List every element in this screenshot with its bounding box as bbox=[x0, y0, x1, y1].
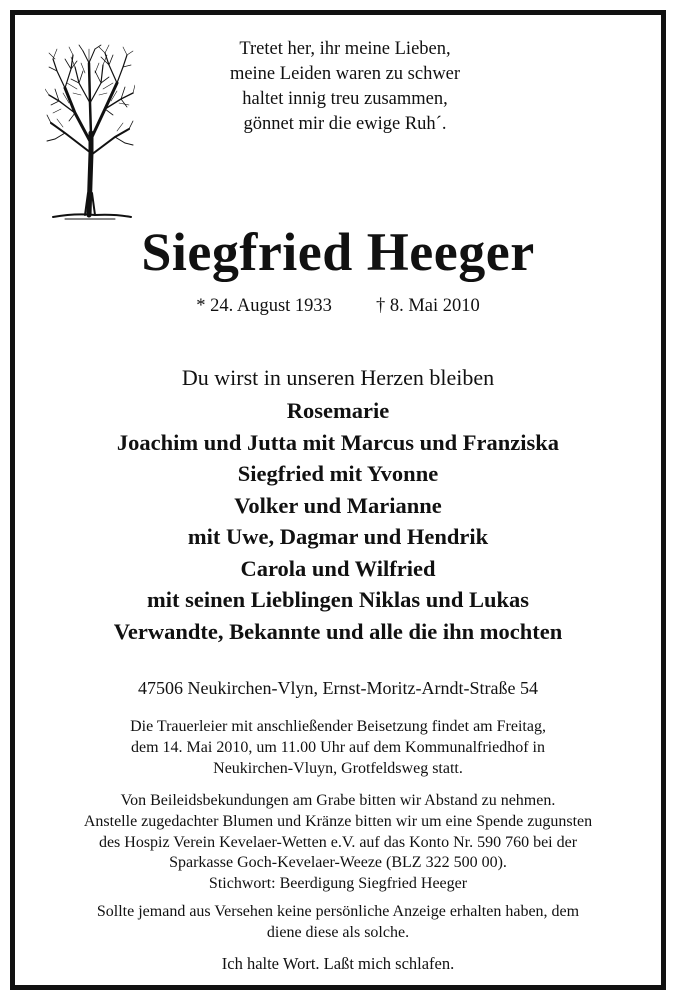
donation-line: Anstelle zugedachter Blumen und Kränze bitten wir um eine Spende zugunsten bbox=[83, 812, 593, 830]
obituary-frame bbox=[10, 10, 666, 990]
intro-line: Du wirst in unseren Herzen bleiben bbox=[181, 365, 495, 390]
notice-line: diene diese als solche. bbox=[266, 923, 410, 941]
funeral-info bbox=[15, 717, 661, 779]
mourner-line: mit seinen Lieblingen Niklas und Lukas bbox=[147, 587, 529, 612]
mourner-line: Carola und Wilfried bbox=[240, 555, 436, 581]
poem bbox=[155, 37, 535, 137]
donation-line: Stichwort: Beerdigung Siegfried Heeger bbox=[208, 875, 468, 893]
mourner-line: Verwandte, Bekannte und alle die ihn mochten bbox=[113, 618, 563, 644]
poem-line: gönnet mir die ewige Ruh´. bbox=[243, 114, 447, 134]
mourner-line: Rosemarie bbox=[286, 398, 390, 423]
funeral-line: Neukirchen-Vluyn, Grotfeldsweg statt. bbox=[213, 759, 463, 777]
deceased-name: Siegfried Heeger bbox=[141, 222, 535, 282]
poem-line: Tretet her, ihr meine Lieben, bbox=[239, 39, 451, 59]
mourners-list bbox=[15, 395, 661, 647]
mourner-line: Joachim und Jutta mit Marcus und Franziska bbox=[116, 429, 560, 455]
funeral-line: Die Trauerleier mit anschließender Beisetzung findet am Freitag, bbox=[130, 718, 546, 735]
donation-line: des Hospiz Verein Kevelaer-Wetten e.V. auf das Konto Nr. 590 760 bei der bbox=[98, 833, 578, 851]
donation-info bbox=[15, 791, 661, 895]
funeral-line: dem 14. Mai 2010, um 11.00 Uhr auf dem Kommunalfriedhof in bbox=[131, 738, 545, 756]
address: 47506 Neukirchen-Vlyn, Ernst-Moritz-Arndt-Straße 54 bbox=[138, 678, 538, 698]
mourner-line: mit Uwe, Dagmar und Hendrik bbox=[187, 524, 489, 549]
poem-line: haltet innig treu zusammen, bbox=[242, 89, 448, 109]
life-dates bbox=[15, 293, 661, 319]
donation-line: Von Beileidsbekundungen am Grabe bitten wir Abstand zu nehmen. bbox=[120, 792, 556, 809]
death-date: † 8. Mai 2010 bbox=[375, 296, 480, 316]
mourner-line: Siegfried mit Yvonne bbox=[237, 461, 439, 486]
birth-date: * 24. August 1933 bbox=[196, 296, 332, 316]
bare-tree-icon bbox=[45, 43, 135, 221]
mourner-line: Volker und Marianne bbox=[234, 492, 442, 518]
poem-line: meine Leiden waren zu schwer bbox=[229, 64, 461, 84]
notice-info bbox=[15, 902, 661, 944]
closing-line: Ich halte Wort. Laßt mich schlafen. bbox=[221, 954, 455, 973]
donation-line: Sparkasse Goch-Kevelaer-Weeze (BLZ 322 500 00). bbox=[169, 854, 507, 872]
notice-line: Sollte jemand aus Versehen keine persönliche Anzeige erhalten haben, dem bbox=[96, 903, 580, 920]
